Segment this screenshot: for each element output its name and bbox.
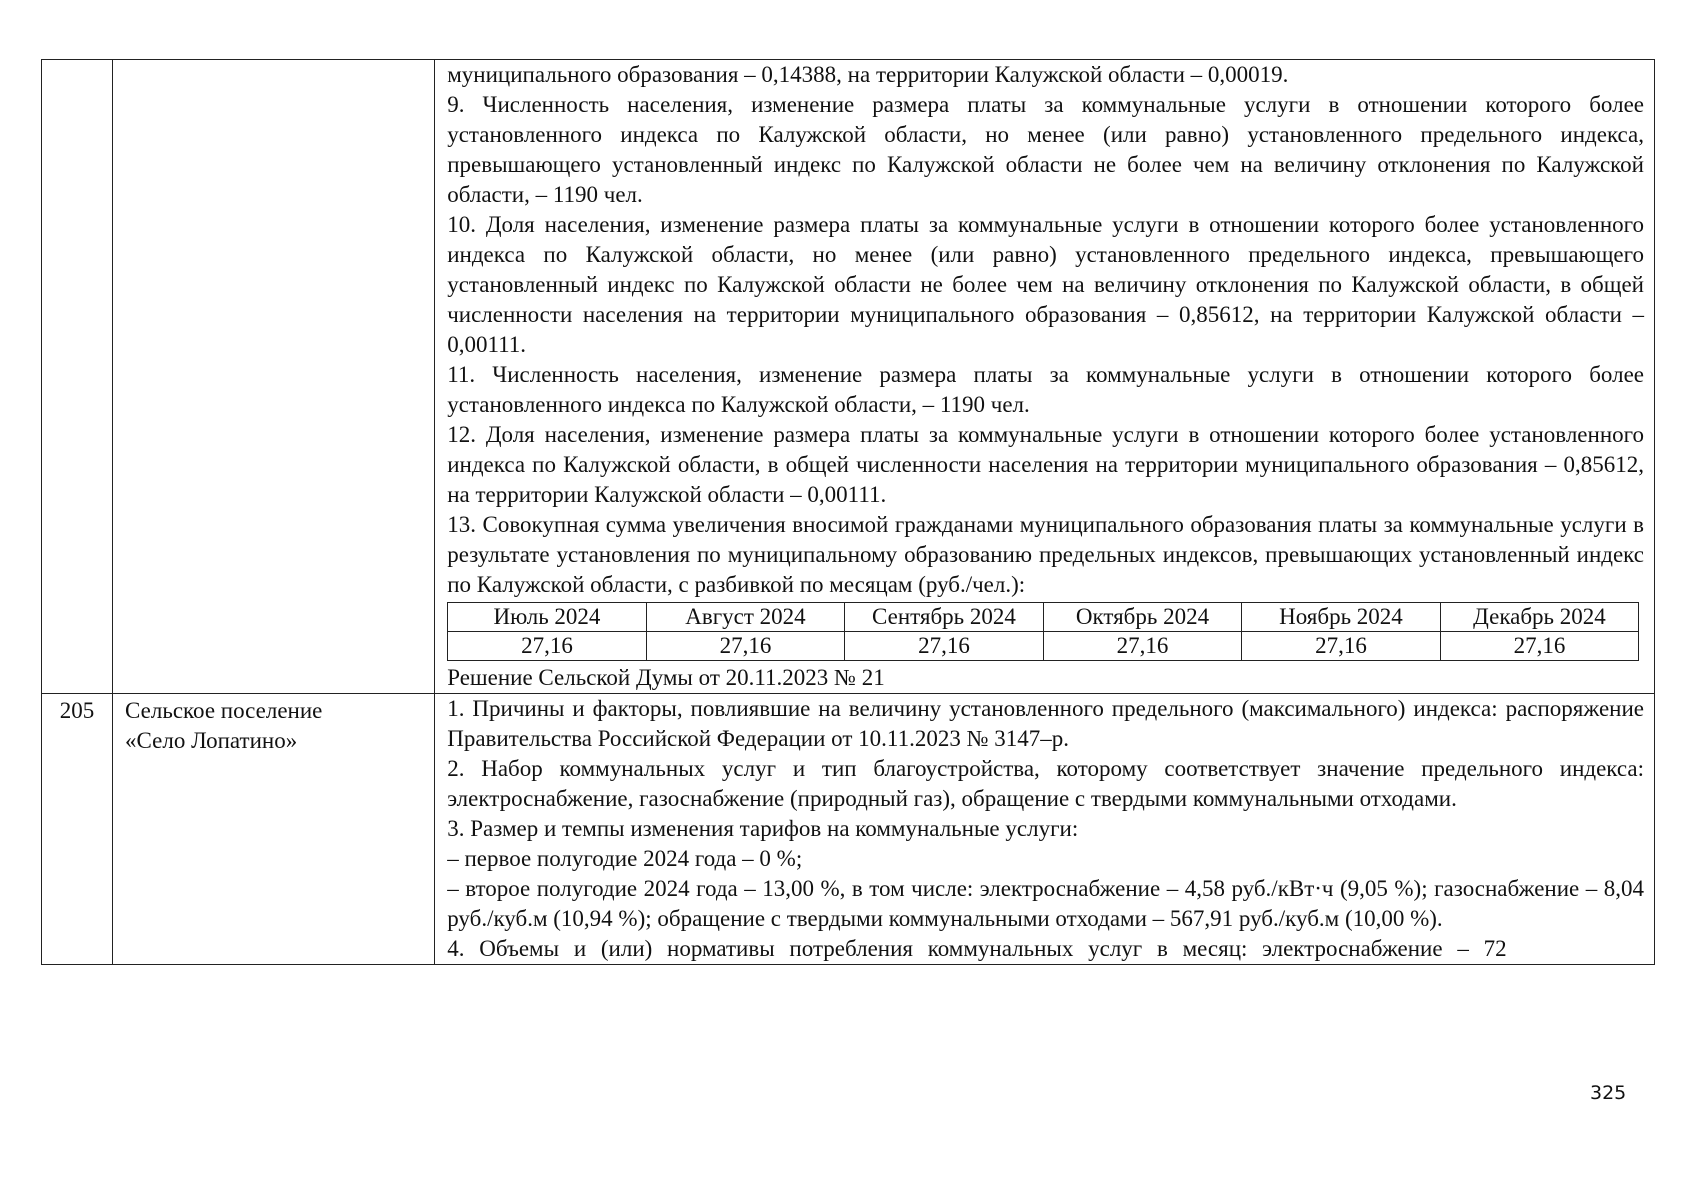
month-value: 27,16 — [1440, 632, 1639, 661]
indicators-cell — [435, 694, 1655, 965]
month-value: 27,16 — [1242, 632, 1441, 661]
paragraph: 2. Набор коммунальных услуг и тип благоустройства, которому соответствует значение предельного индекса: электроснабжение, газоснабжение (природный газ), обращение с твердыми коммунальными отходами. — [447, 756, 1644, 811]
month-header: Декабрь 2024 — [1440, 603, 1639, 632]
decision-reference: Решение Сельской Думы от 20.11.2023 № 21 — [447, 665, 885, 690]
paragraph: 1. Причины и факторы, повлиявшие на величину установленного предельного (максимального) индекса: распоряжение Правительства Российской Федерации от 10.11.2023 № 3147–р. — [447, 696, 1644, 751]
row-number-cell — [42, 60, 113, 694]
table-row — [42, 694, 1655, 965]
paragraph: – второе полугодие 2024 года – 13,00 %, в том числе: электроснабжение – 4,58 руб./кВт·ч (9,05 %); газоснабжение – 8,04 руб./куб.м (10,94 %); обращение с твердыми коммунальными отходами – 567,91 руб./куб.м (10,00 %). — [447, 876, 1644, 931]
municipality-name-cell — [113, 60, 435, 694]
month-header: Октябрь 2024 — [1043, 603, 1242, 632]
paragraph: 11. Численность населения, изменение размера платы за коммунальные услуги в отношении которого более установленного индекса по Калужской области, – 1190 чел. — [447, 362, 1644, 417]
municipality-name-line: Сельское поселение — [125, 698, 323, 723]
municipality-name-line: «Село Лопатино» — [125, 728, 298, 753]
document-page — [41, 59, 1655, 965]
month-value: 27,16 — [646, 632, 845, 661]
paragraph: муниципального образования – 0,14388, на территории Калужской области – 0,00019. — [447, 62, 1289, 87]
month-header: Ноябрь 2024 — [1242, 603, 1441, 632]
paragraph: 9. Численность населения, изменение размера платы за коммунальные услуги в отношении которого более установленного индекса по Калужской области, но менее (или равно) установленного предельного индекса, превышающего установленный индекс по Калужской области не более чем на величину отклонения по Калужской области, – 1190 чел. — [447, 92, 1644, 207]
monthly-sum-table — [447, 602, 1639, 661]
paragraph: 10. Доля населения, изменение размера платы за коммунальные услуги в отношении которого более установленного индекса по Калужской области, но менее (или равно) установленного предельного индекса, превышающего установленный индекс по Калужской области не более чем на величину отклонения по Калужской области, в общей численности населения на территории муниципального образования – 0,85612, на территории Калужской области – 0,00111. — [447, 212, 1644, 357]
month-header: Сентябрь 2024 — [845, 603, 1044, 632]
month-header-row — [448, 603, 1639, 632]
month-value: 27,16 — [448, 632, 647, 661]
paragraph: 3. Размер и темпы изменения тарифов на коммунальные услуги: — [447, 816, 1079, 841]
paragraph: 4. Объемы и (или) нормативы потребления коммунальных услуг в месяц: электроснабжение – 72 — [447, 936, 1507, 961]
row-number: 205 — [42, 694, 113, 965]
month-header: Август 2024 — [646, 603, 845, 632]
paragraph: 13. Совокупная сумма увеличения вносимой гражданами муниципального образования платы за коммунальные услуги в результате установления по муниципальному образованию предельных индексов, превышающих установленный индекс по Калужской области, с разбивкой по месяцам (руб./чел.): — [447, 512, 1644, 597]
paragraph: – первое полугодие 2024 года – 0 %; — [447, 846, 803, 871]
month-header: Июль 2024 — [448, 603, 647, 632]
month-value-row — [448, 632, 1639, 661]
indicators-cell — [435, 60, 1655, 694]
municipality-name — [113, 694, 435, 965]
paragraph: 12. Доля населения, изменение размера платы за коммунальные услуги в отношении которого более установленного индекса по Калужской области, в общей численности населения на территории муниципального образования – 0,85612, на территории Калужской области – 0,00111. — [447, 422, 1644, 507]
indices-table — [41, 59, 1655, 965]
table-row — [42, 60, 1655, 694]
month-value: 27,16 — [1043, 632, 1242, 661]
page-number: 325 — [1590, 1082, 1627, 1104]
month-value: 27,16 — [845, 632, 1044, 661]
